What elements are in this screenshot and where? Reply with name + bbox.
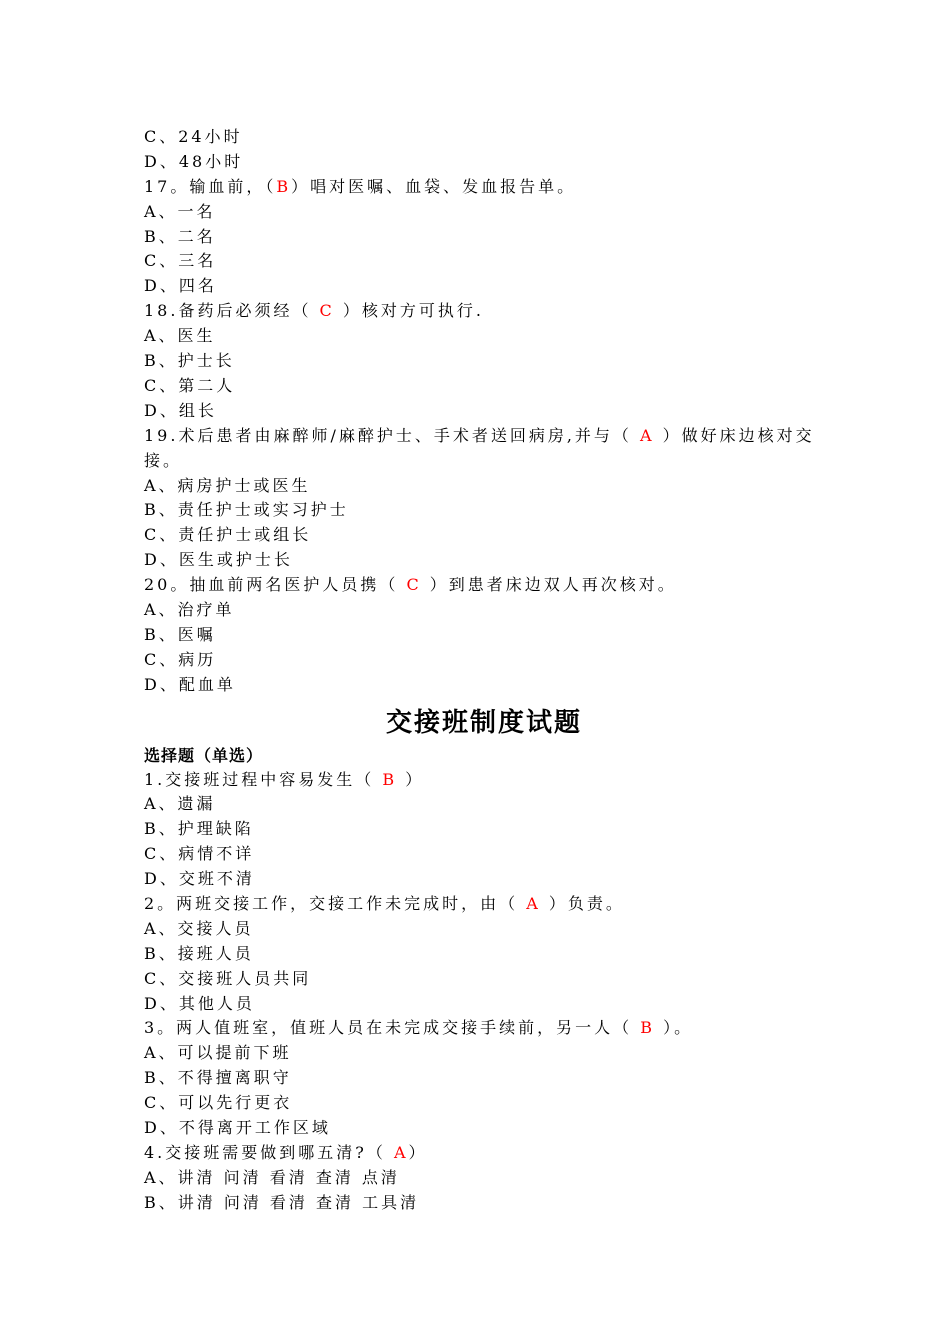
option-line: D、四名: [144, 276, 217, 296]
option-line: A、医生: [144, 326, 216, 346]
question-text: ）唱对医嘱、血袋、发血报告单。: [291, 176, 577, 196]
option-line: D、组长: [144, 400, 217, 420]
option-line: B、责任护士或实习护士: [144, 500, 349, 520]
question-text: 19.术后患者由麻醉师/麻醉护士、手术者送回病房,并与（: [144, 425, 641, 445]
option-line: B、护理缺陷: [144, 819, 254, 839]
option-line: C、24小时: [144, 127, 243, 146]
option-line: C、第二人: [144, 375, 236, 395]
option-line: A、一名: [144, 201, 216, 221]
question-text: 20。抽血前两名医护人员携（: [144, 575, 407, 595]
question-18: [144, 299, 824, 324]
question-19: [144, 424, 824, 474]
option-line: C、病历: [144, 649, 217, 669]
question-3: [144, 1016, 824, 1041]
question-text: ）核对方可执行.: [334, 301, 484, 321]
document-page: [144, 125, 824, 1216]
question-text: ）: [397, 769, 425, 789]
option-line: D、配血单: [144, 674, 236, 694]
option-line: A、讲清 问清 看清 查清 点清: [144, 1167, 400, 1187]
answer-mark: B: [276, 176, 292, 196]
option-line: B、讲清 问清 看清 查清 工具清: [144, 1192, 420, 1212]
question-text: 1.交接班过程中容易发生（: [144, 769, 383, 789]
answer-mark: A: [526, 893, 541, 913]
section-title: 交接班制度试题: [385, 707, 582, 738]
answer-mark: C: [319, 301, 335, 321]
question-17: [144, 175, 824, 200]
answer-mark: A: [640, 425, 655, 445]
option-line: C、可以先行更衣: [144, 1093, 293, 1113]
option-line: D、48小时: [144, 151, 244, 171]
question-text: ）负责。: [540, 893, 625, 913]
section-heading: 选择题（单选）: [144, 745, 264, 765]
option-line: D、不得离开工作区域: [144, 1117, 331, 1137]
option-line: D、医生或护士长: [144, 550, 293, 570]
option-line: A、交接人员: [144, 918, 254, 938]
option-line: C、病情不详: [144, 844, 255, 864]
option-line: B、护士长: [144, 351, 235, 371]
answer-mark: B: [382, 769, 398, 789]
question-text: ）到患者床边双人再次核对。: [421, 575, 677, 595]
question-text: 3。两人值班室，值班人员在未完成交接手续前，另一人（: [144, 1018, 641, 1038]
question-text: ）。: [655, 1018, 694, 1038]
question-text: ）: [408, 1142, 428, 1162]
option-line: B、不得擅离职守: [144, 1068, 292, 1088]
option-line: D、交班不清: [144, 869, 255, 889]
option-line: A、治疗单: [144, 599, 235, 619]
option-line: C、责任护士或组长: [144, 525, 312, 545]
question-text: 4.交接班需要做到哪五清?（: [144, 1142, 394, 1162]
option-line: A、可以提前下班: [144, 1043, 292, 1063]
question-text: 18.备药后必须经（: [144, 301, 320, 321]
answer-mark: B: [640, 1018, 656, 1038]
option-line: B、接班人员: [144, 943, 254, 963]
question-2: [144, 892, 824, 917]
question-1: [144, 768, 824, 793]
answer-mark: A: [393, 1142, 409, 1162]
question-text: 17。输血前，（: [144, 176, 277, 196]
answer-mark: C: [406, 575, 422, 595]
option-line: B、医嘱: [144, 624, 216, 644]
question-20: [144, 573, 824, 598]
question-4: [144, 1141, 824, 1166]
question-text: ）做好床边核对交接。: [144, 425, 815, 470]
option-line: C、交接班人员共同: [144, 968, 312, 988]
option-line: A、遗漏: [144, 794, 216, 814]
option-line: C、三名: [144, 251, 217, 271]
option-line: D、其他人员: [144, 993, 255, 1013]
question-text: 2。两班交接工作，交接工作未完成时，由（: [144, 893, 527, 913]
option-line: B、二名: [144, 226, 216, 246]
option-line: A、病房护士或医生: [144, 475, 311, 495]
